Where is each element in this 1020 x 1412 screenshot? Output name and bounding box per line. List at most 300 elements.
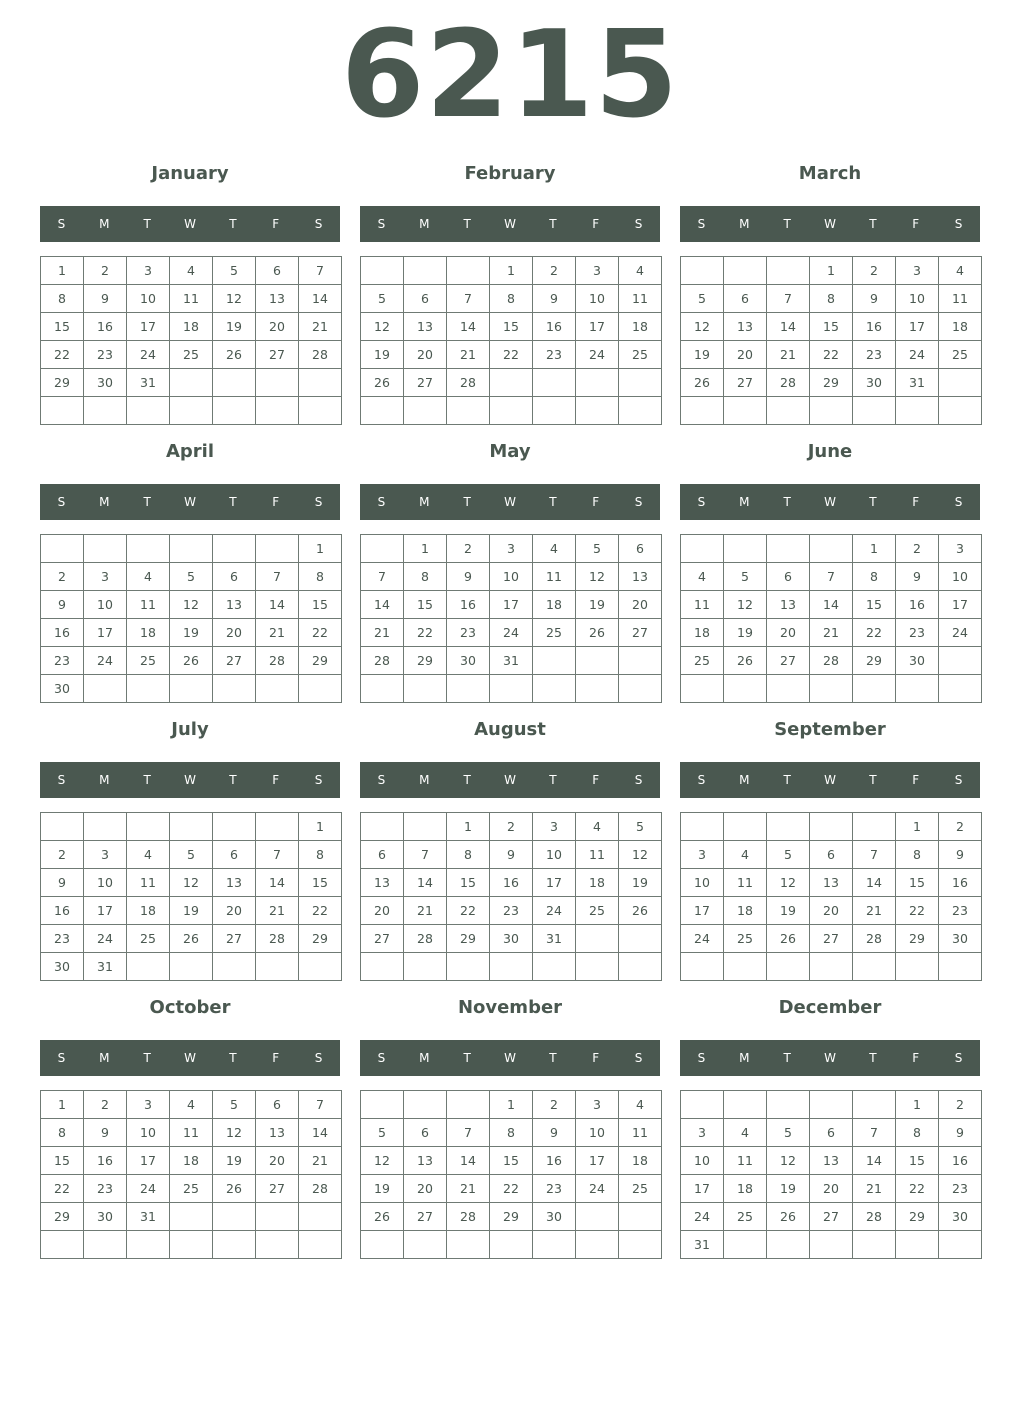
weekday-label: F bbox=[592, 773, 600, 787]
day-cell: 6 bbox=[213, 563, 256, 591]
empty-day-cell bbox=[810, 397, 853, 425]
day-cell: 20 bbox=[361, 897, 404, 925]
day-cell: 8 bbox=[853, 563, 896, 591]
week-row bbox=[41, 1091, 342, 1119]
day-cell: 6 bbox=[213, 841, 256, 869]
empty-day-cell bbox=[170, 535, 213, 563]
day-cell: 30 bbox=[84, 1203, 127, 1231]
empty-day-cell bbox=[533, 397, 576, 425]
day-cell: 13 bbox=[810, 869, 853, 897]
empty-day-cell bbox=[810, 535, 853, 563]
empty-day-cell bbox=[361, 1091, 404, 1119]
day-cell: 30 bbox=[84, 369, 127, 397]
empty-day-cell bbox=[84, 675, 127, 703]
day-cell: 20 bbox=[404, 1175, 447, 1203]
empty-day-cell bbox=[447, 675, 490, 703]
day-cell: 4 bbox=[127, 841, 170, 869]
week-row bbox=[681, 1175, 982, 1203]
week-row bbox=[361, 813, 662, 841]
day-cell: 15 bbox=[490, 313, 533, 341]
day-cell: 25 bbox=[170, 341, 213, 369]
weekday-header-bar bbox=[680, 1040, 980, 1076]
day-cell: 14 bbox=[447, 1147, 490, 1175]
day-cell: 17 bbox=[576, 1147, 619, 1175]
empty-day-cell bbox=[404, 1231, 447, 1259]
day-cell: 28 bbox=[404, 925, 447, 953]
weekday-label: F bbox=[912, 495, 920, 509]
day-cell: 17 bbox=[84, 619, 127, 647]
day-cell: 25 bbox=[619, 1175, 662, 1203]
day-cell: 22 bbox=[41, 1175, 84, 1203]
day-cell: 21 bbox=[447, 1175, 490, 1203]
day-cell: 18 bbox=[576, 869, 619, 897]
weekday-label: T bbox=[463, 495, 471, 509]
day-cell: 8 bbox=[41, 1119, 84, 1147]
month-name: January bbox=[151, 163, 229, 184]
empty-day-cell bbox=[619, 369, 662, 397]
day-grid bbox=[360, 812, 662, 981]
empty-day-cell bbox=[84, 813, 127, 841]
empty-day-cell bbox=[490, 953, 533, 981]
day-cell: 29 bbox=[853, 647, 896, 675]
weekday-label: S bbox=[314, 1051, 323, 1065]
day-cell: 21 bbox=[256, 619, 299, 647]
day-cell: 9 bbox=[84, 1119, 127, 1147]
day-cell: 5 bbox=[213, 1091, 256, 1119]
week-row bbox=[361, 925, 662, 953]
day-grid bbox=[680, 256, 982, 425]
weekday-label: S bbox=[377, 217, 386, 231]
week-row bbox=[361, 953, 662, 981]
weekday-label: M bbox=[419, 773, 430, 787]
empty-day-cell bbox=[939, 1231, 982, 1259]
week-row bbox=[361, 1203, 662, 1231]
week-row bbox=[361, 647, 662, 675]
day-cell: 19 bbox=[170, 619, 213, 647]
weekday-label: T bbox=[143, 217, 151, 231]
empty-day-cell bbox=[896, 675, 939, 703]
empty-day-cell bbox=[170, 813, 213, 841]
empty-day-cell bbox=[853, 1091, 896, 1119]
empty-day-cell bbox=[299, 1203, 342, 1231]
day-cell: 18 bbox=[533, 591, 576, 619]
weekday-label: T bbox=[229, 1051, 237, 1065]
day-cell: 1 bbox=[853, 535, 896, 563]
empty-day-cell bbox=[490, 397, 533, 425]
weekday-label: S bbox=[697, 217, 706, 231]
day-cell: 29 bbox=[896, 925, 939, 953]
day-cell: 16 bbox=[533, 1147, 576, 1175]
day-cell: 19 bbox=[213, 313, 256, 341]
day-cell: 27 bbox=[810, 925, 853, 953]
day-cell: 24 bbox=[84, 925, 127, 953]
week-row bbox=[41, 897, 342, 925]
day-cell: 28 bbox=[299, 1175, 342, 1203]
weekday-label: S bbox=[697, 495, 706, 509]
week-row bbox=[681, 869, 982, 897]
week-row bbox=[361, 313, 662, 341]
empty-day-cell bbox=[490, 675, 533, 703]
weekday-label: S bbox=[377, 1051, 386, 1065]
day-cell: 20 bbox=[256, 1147, 299, 1175]
day-cell: 22 bbox=[896, 1175, 939, 1203]
week-row bbox=[361, 285, 662, 313]
day-cell: 6 bbox=[619, 535, 662, 563]
weekday-label: W bbox=[824, 217, 836, 231]
weekday-label: S bbox=[57, 773, 66, 787]
empty-day-cell bbox=[533, 953, 576, 981]
weekday-label: S bbox=[954, 495, 963, 509]
weekday-label: M bbox=[739, 495, 750, 509]
day-cell: 30 bbox=[447, 647, 490, 675]
day-cell: 18 bbox=[127, 619, 170, 647]
weekday-label: T bbox=[463, 773, 471, 787]
day-grid bbox=[360, 534, 662, 703]
day-cell: 26 bbox=[361, 1203, 404, 1231]
empty-day-cell bbox=[127, 397, 170, 425]
weekday-label: F bbox=[592, 495, 600, 509]
weekday-label: W bbox=[184, 217, 196, 231]
day-cell: 28 bbox=[256, 925, 299, 953]
day-cell: 20 bbox=[404, 341, 447, 369]
week-row bbox=[681, 675, 982, 703]
day-cell: 31 bbox=[533, 925, 576, 953]
day-cell: 20 bbox=[213, 619, 256, 647]
week-row bbox=[361, 341, 662, 369]
day-cell: 7 bbox=[256, 841, 299, 869]
day-cell: 17 bbox=[490, 591, 533, 619]
day-cell: 30 bbox=[853, 369, 896, 397]
week-row bbox=[681, 925, 982, 953]
day-cell: 19 bbox=[724, 619, 767, 647]
day-cell: 18 bbox=[170, 313, 213, 341]
weekday-label: M bbox=[419, 217, 430, 231]
day-cell: 21 bbox=[853, 897, 896, 925]
weekday-label: M bbox=[739, 1051, 750, 1065]
week-row bbox=[681, 897, 982, 925]
day-cell: 11 bbox=[127, 869, 170, 897]
empty-day-cell bbox=[170, 953, 213, 981]
empty-day-cell bbox=[767, 953, 810, 981]
day-cell: 21 bbox=[810, 619, 853, 647]
week-row bbox=[681, 535, 982, 563]
day-cell: 14 bbox=[256, 869, 299, 897]
empty-day-cell bbox=[213, 675, 256, 703]
weekday-label: T bbox=[869, 773, 877, 787]
week-row bbox=[361, 397, 662, 425]
week-row bbox=[41, 313, 342, 341]
day-cell: 1 bbox=[490, 1091, 533, 1119]
day-cell: 1 bbox=[490, 257, 533, 285]
day-cell: 10 bbox=[533, 841, 576, 869]
empty-day-cell bbox=[127, 675, 170, 703]
month-name: June bbox=[807, 441, 853, 462]
week-row bbox=[41, 647, 342, 675]
day-cell: 22 bbox=[810, 341, 853, 369]
day-cell: 19 bbox=[170, 897, 213, 925]
empty-day-cell bbox=[767, 1091, 810, 1119]
empty-day-cell bbox=[576, 369, 619, 397]
day-cell: 20 bbox=[724, 341, 767, 369]
month-name: July bbox=[171, 719, 209, 740]
empty-day-cell bbox=[853, 675, 896, 703]
empty-day-cell bbox=[853, 397, 896, 425]
empty-day-cell bbox=[576, 647, 619, 675]
weekday-label: S bbox=[634, 1051, 643, 1065]
week-row bbox=[361, 369, 662, 397]
empty-day-cell bbox=[256, 397, 299, 425]
day-cell: 5 bbox=[170, 841, 213, 869]
empty-day-cell bbox=[256, 675, 299, 703]
empty-day-cell bbox=[84, 535, 127, 563]
weekday-header-bar bbox=[40, 484, 340, 520]
weekday-label: F bbox=[272, 773, 280, 787]
week-row bbox=[361, 1231, 662, 1259]
day-cell: 11 bbox=[533, 563, 576, 591]
day-cell: 1 bbox=[41, 257, 84, 285]
weekday-label: W bbox=[824, 1051, 836, 1065]
day-cell: 8 bbox=[896, 841, 939, 869]
weekday-label: S bbox=[634, 217, 643, 231]
day-cell: 7 bbox=[299, 1091, 342, 1119]
weekday-label: S bbox=[314, 773, 323, 787]
empty-day-cell bbox=[361, 953, 404, 981]
day-cell: 2 bbox=[533, 1091, 576, 1119]
empty-day-cell bbox=[810, 675, 853, 703]
day-cell: 13 bbox=[256, 1119, 299, 1147]
day-cell: 19 bbox=[361, 1175, 404, 1203]
empty-day-cell bbox=[767, 257, 810, 285]
day-cell: 13 bbox=[404, 1147, 447, 1175]
day-cell: 29 bbox=[299, 925, 342, 953]
month-name: December bbox=[778, 997, 882, 1018]
day-cell: 10 bbox=[127, 285, 170, 313]
empty-day-cell bbox=[533, 369, 576, 397]
empty-day-cell bbox=[533, 647, 576, 675]
empty-day-cell bbox=[256, 1231, 299, 1259]
day-cell: 15 bbox=[41, 1147, 84, 1175]
empty-day-cell bbox=[810, 1231, 853, 1259]
week-row bbox=[361, 841, 662, 869]
day-cell: 3 bbox=[127, 257, 170, 285]
empty-day-cell bbox=[681, 953, 724, 981]
week-row bbox=[681, 313, 982, 341]
empty-day-cell bbox=[299, 1231, 342, 1259]
day-cell: 17 bbox=[127, 1147, 170, 1175]
day-cell: 8 bbox=[810, 285, 853, 313]
empty-day-cell bbox=[361, 813, 404, 841]
day-cell: 26 bbox=[619, 897, 662, 925]
week-row bbox=[681, 953, 982, 981]
day-cell: 27 bbox=[256, 1175, 299, 1203]
day-cell: 25 bbox=[170, 1175, 213, 1203]
day-cell: 2 bbox=[533, 257, 576, 285]
empty-day-cell bbox=[41, 813, 84, 841]
day-cell: 14 bbox=[853, 1147, 896, 1175]
day-cell: 16 bbox=[41, 619, 84, 647]
weekday-label: T bbox=[549, 217, 557, 231]
day-cell: 5 bbox=[361, 285, 404, 313]
weekday-label: S bbox=[697, 773, 706, 787]
day-cell: 13 bbox=[404, 313, 447, 341]
day-cell: 26 bbox=[767, 1203, 810, 1231]
month-name: February bbox=[464, 163, 556, 184]
day-cell: 4 bbox=[127, 563, 170, 591]
day-cell: 10 bbox=[896, 285, 939, 313]
day-cell: 30 bbox=[41, 675, 84, 703]
day-cell: 25 bbox=[576, 897, 619, 925]
day-cell: 16 bbox=[533, 313, 576, 341]
day-cell: 13 bbox=[767, 591, 810, 619]
week-row bbox=[361, 897, 662, 925]
empty-day-cell bbox=[170, 675, 213, 703]
day-cell: 22 bbox=[41, 341, 84, 369]
day-cell: 13 bbox=[724, 313, 767, 341]
day-cell: 26 bbox=[213, 1175, 256, 1203]
month-name: September bbox=[774, 719, 886, 740]
week-row bbox=[681, 397, 982, 425]
day-cell: 14 bbox=[404, 869, 447, 897]
week-row bbox=[361, 1091, 662, 1119]
day-cell: 7 bbox=[299, 257, 342, 285]
day-grid bbox=[40, 534, 342, 703]
day-cell: 21 bbox=[853, 1175, 896, 1203]
empty-day-cell bbox=[84, 1231, 127, 1259]
empty-day-cell bbox=[404, 1091, 447, 1119]
day-cell: 21 bbox=[299, 1147, 342, 1175]
empty-day-cell bbox=[404, 953, 447, 981]
week-row bbox=[681, 257, 982, 285]
day-cell: 4 bbox=[724, 841, 767, 869]
empty-day-cell bbox=[619, 1231, 662, 1259]
weekday-label: S bbox=[634, 495, 643, 509]
weekday-label: S bbox=[314, 217, 323, 231]
day-cell: 4 bbox=[170, 1091, 213, 1119]
day-cell: 9 bbox=[84, 285, 127, 313]
day-cell: 6 bbox=[256, 1091, 299, 1119]
weekday-label: F bbox=[272, 1051, 280, 1065]
empty-day-cell bbox=[41, 535, 84, 563]
week-row bbox=[41, 1231, 342, 1259]
day-cell: 20 bbox=[810, 897, 853, 925]
empty-day-cell bbox=[404, 257, 447, 285]
day-cell: 21 bbox=[256, 897, 299, 925]
day-grid bbox=[680, 1090, 982, 1259]
weekday-label: S bbox=[954, 1051, 963, 1065]
empty-day-cell bbox=[170, 369, 213, 397]
week-row bbox=[361, 563, 662, 591]
day-cell: 15 bbox=[41, 313, 84, 341]
day-cell: 24 bbox=[490, 619, 533, 647]
weekday-header-bar bbox=[360, 762, 660, 798]
weekday-label: T bbox=[783, 495, 791, 509]
weekday-label: S bbox=[377, 495, 386, 509]
day-cell: 1 bbox=[896, 1091, 939, 1119]
empty-day-cell bbox=[127, 1231, 170, 1259]
empty-day-cell bbox=[681, 1091, 724, 1119]
day-cell: 26 bbox=[361, 369, 404, 397]
day-cell: 18 bbox=[619, 1147, 662, 1175]
day-cell: 23 bbox=[939, 1175, 982, 1203]
day-cell: 9 bbox=[447, 563, 490, 591]
weekday-label: F bbox=[912, 1051, 920, 1065]
day-cell: 5 bbox=[213, 257, 256, 285]
weekday-label: M bbox=[99, 773, 110, 787]
empty-day-cell bbox=[256, 369, 299, 397]
empty-day-cell bbox=[939, 953, 982, 981]
day-cell: 24 bbox=[681, 925, 724, 953]
day-cell: 22 bbox=[490, 1175, 533, 1203]
day-cell: 5 bbox=[724, 563, 767, 591]
empty-day-cell bbox=[681, 675, 724, 703]
day-grid bbox=[680, 534, 982, 703]
weekday-label: S bbox=[57, 1051, 66, 1065]
weekday-header-bar bbox=[360, 484, 660, 520]
weekday-label: F bbox=[912, 773, 920, 787]
empty-day-cell bbox=[256, 813, 299, 841]
week-row bbox=[41, 591, 342, 619]
day-cell: 6 bbox=[724, 285, 767, 313]
empty-day-cell bbox=[810, 1091, 853, 1119]
empty-day-cell bbox=[724, 1231, 767, 1259]
day-cell: 15 bbox=[299, 869, 342, 897]
day-cell: 30 bbox=[939, 1203, 982, 1231]
day-cell: 20 bbox=[619, 591, 662, 619]
empty-day-cell bbox=[127, 953, 170, 981]
day-cell: 16 bbox=[41, 897, 84, 925]
week-row bbox=[681, 563, 982, 591]
day-cell: 3 bbox=[533, 813, 576, 841]
day-cell: 2 bbox=[939, 813, 982, 841]
day-cell: 5 bbox=[170, 563, 213, 591]
week-row bbox=[681, 1231, 982, 1259]
day-cell: 8 bbox=[299, 563, 342, 591]
day-cell: 13 bbox=[256, 285, 299, 313]
day-cell: 29 bbox=[41, 1203, 84, 1231]
empty-day-cell bbox=[724, 257, 767, 285]
week-row bbox=[361, 1119, 662, 1147]
day-cell: 19 bbox=[213, 1147, 256, 1175]
weekday-label: T bbox=[463, 217, 471, 231]
empty-day-cell bbox=[576, 953, 619, 981]
day-cell: 14 bbox=[447, 313, 490, 341]
day-cell: 10 bbox=[576, 285, 619, 313]
day-cell: 14 bbox=[361, 591, 404, 619]
day-cell: 8 bbox=[896, 1119, 939, 1147]
empty-day-cell bbox=[213, 813, 256, 841]
day-cell: 1 bbox=[299, 535, 342, 563]
day-cell: 20 bbox=[810, 1175, 853, 1203]
empty-day-cell bbox=[447, 397, 490, 425]
day-cell: 13 bbox=[213, 591, 256, 619]
day-cell: 11 bbox=[939, 285, 982, 313]
day-cell: 15 bbox=[404, 591, 447, 619]
day-cell: 17 bbox=[533, 869, 576, 897]
empty-day-cell bbox=[767, 1231, 810, 1259]
day-cell: 11 bbox=[619, 1119, 662, 1147]
day-cell: 7 bbox=[767, 285, 810, 313]
weekday-label: M bbox=[419, 1051, 430, 1065]
empty-day-cell bbox=[490, 1231, 533, 1259]
day-cell: 28 bbox=[447, 1203, 490, 1231]
day-cell: 13 bbox=[213, 869, 256, 897]
day-cell: 15 bbox=[299, 591, 342, 619]
empty-day-cell bbox=[767, 675, 810, 703]
day-cell: 12 bbox=[213, 285, 256, 313]
day-cell: 23 bbox=[490, 897, 533, 925]
day-cell: 14 bbox=[256, 591, 299, 619]
day-cell: 5 bbox=[681, 285, 724, 313]
